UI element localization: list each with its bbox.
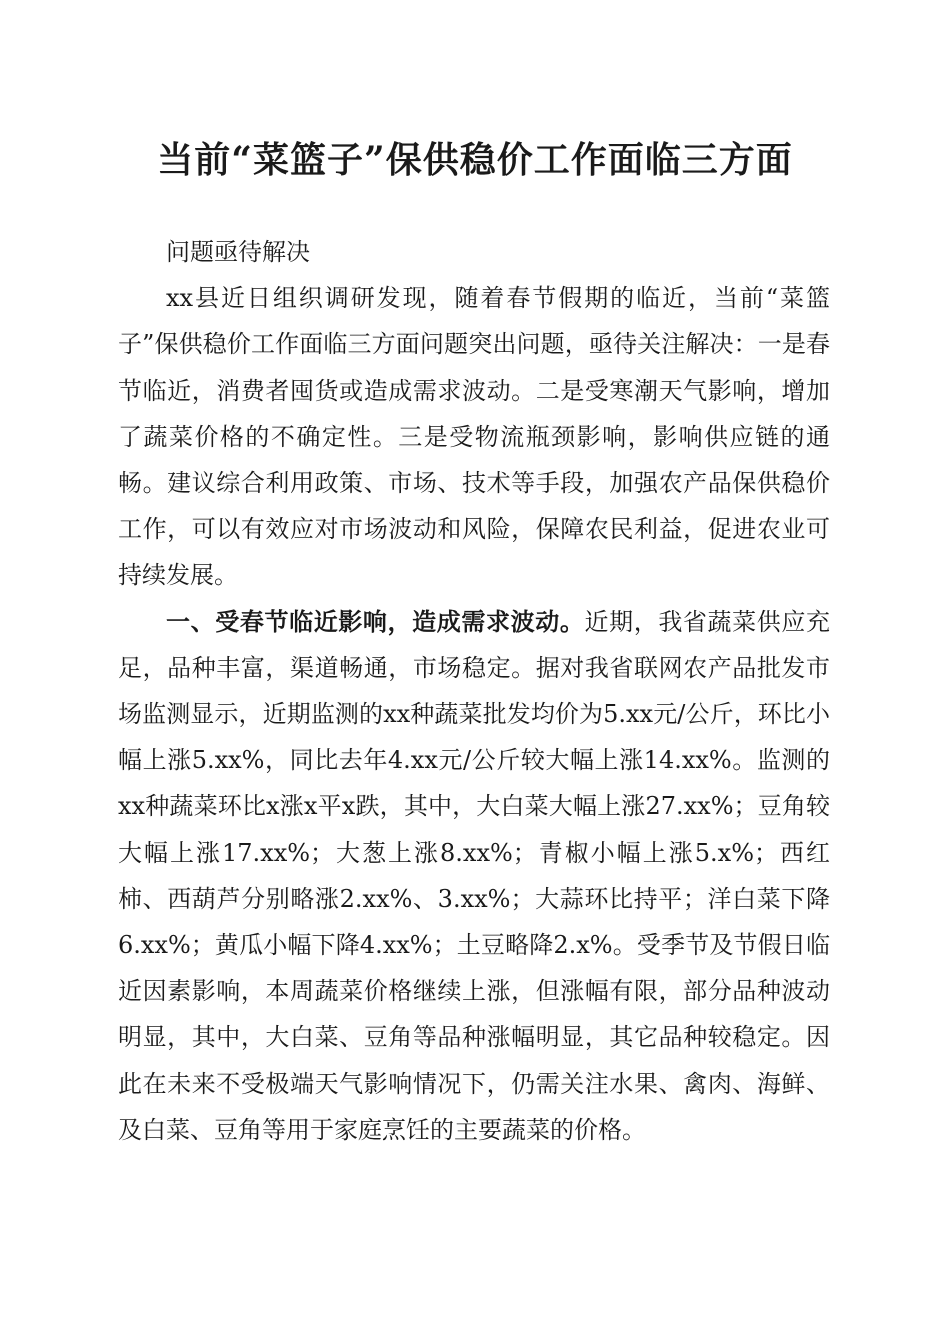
section-1-heading: 一、受春节临近影响，造成需求波动。 [166,606,585,636]
document-body [118,229,830,1153]
document-subtitle: 问题亟待解决 [166,238,310,266]
section-1-text: 近期，我省蔬菜供应充足，品种丰富，渠道畅通，市场稳定。据对我省联网农产品批发市场监测显示，近期监测的xx种蔬菜批发均价为5.xx元/公斤，环比小幅上涨5.xx%，同比去年4.xx元/公斤较大幅上涨14.xx%。监测的xx种蔬菜环比x涨x平x跌，其中，大白菜大幅上涨27.xx%；豆角较大幅上涨17.xx%；大葱上涨8.xx%；青椒小幅上涨5.x%；西红柿、西葫芦分别略涨2.xx%、3.xx%；大蒜环比持平；洋白菜下降6.xx%；黄瓜小幅下降4.xx%；土豆略降2.x%。受季节及节假日临近因素影响，本周蔬菜价格继续上涨，但涨幅有限，部分品种波动明显，其中，大白菜、豆角等品种涨幅明显，其它品种较稳定。因此在未来不受极端天气影响情况下，仍需关注水果、禽肉、海鲜、及白菜、豆角等用于家庭烹饪的主要蔬菜的价格。 [118,607,831,1144]
document-title: 当前“菜篮子”保供稳价工作面临三方面 [157,139,793,181]
intro-paragraph: xx县近日组织调研发现，随着春节假期的临近，当前“菜篮子”保供稳价工作面临三方面问题突出问题，亟待关注解决：一是春节临近，消费者囤货或造成需求波动。二是受寒潮天气影响，增加了蔬菜价格的不确定性。三是受物流瓶颈影响，影响供应链的通畅。建议综合利用政策、市场、技术等手段，加强农产品保供稳价工作，可以有效应对市场波动和风险，保障农民利益，促进农业可持续发展。 [118,284,830,590]
section-1-paragraph [118,599,830,1153]
